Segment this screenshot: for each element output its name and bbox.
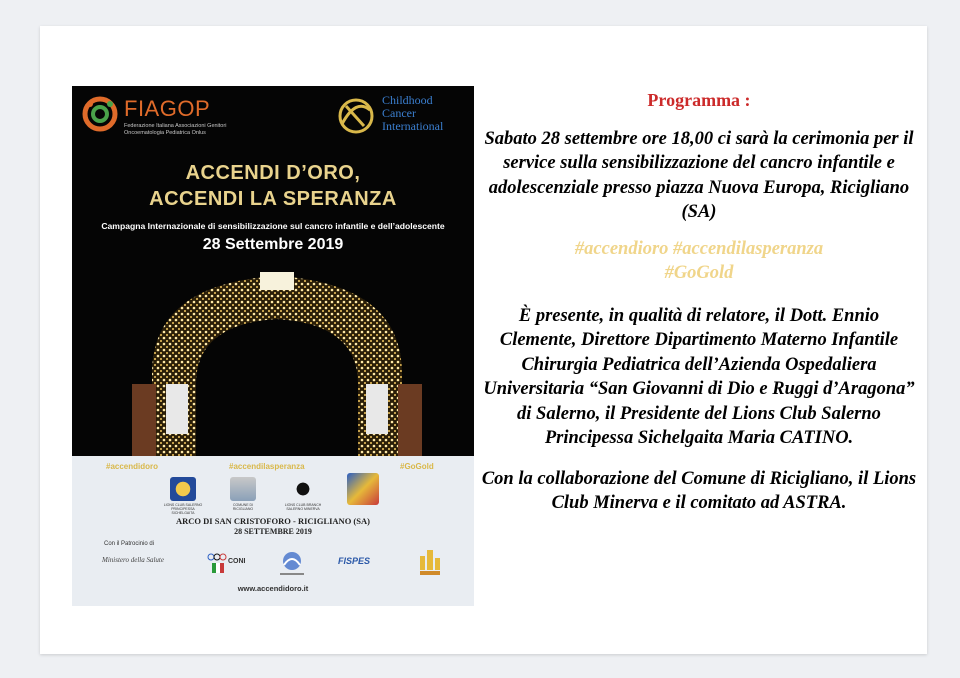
fiagop-subtitle: Federazione Italiana Associazioni Genitori Oncoematologia Pediatrica Onlus <box>124 123 227 136</box>
poster-date: 28 Settembre 2019 <box>202 236 344 253</box>
lions-club-logo-icon <box>170 477 196 501</box>
fiagop-logo-icon <box>82 96 118 132</box>
post-card <box>40 26 927 654</box>
poster-location-date: 28 SETTEMBRE 2019 <box>234 527 312 536</box>
poster-tag-accendidoro: #accendidoro <box>106 462 159 471</box>
lions-club-caption: LIONS CLUB SALERNO PRINCIPESSA SICHELGAITA <box>163 503 203 515</box>
minerva-caption: LIONS CLUB BRANCH SALERNO MINERVA <box>284 503 322 511</box>
fispes-logo: FISPES <box>338 556 371 566</box>
minerva-logo-icon <box>290 477 316 501</box>
cci-name-line1: Childhood <box>382 93 433 107</box>
poster-location: ARCO DI SAN CRISTOFORO - RICIGLIANO (SA) <box>176 516 370 526</box>
event-poster <box>72 86 474 606</box>
cci-name-line2: Cancer <box>382 106 416 120</box>
fiagop-name: FIAGOP <box>124 96 211 121</box>
hashtags <box>480 237 918 286</box>
hashtags-line2[interactable]: #GoGold <box>664 263 734 283</box>
poster-title-line2: ACCENDI LA SPERANZA <box>149 188 397 210</box>
programma-heading: Programma : <box>647 90 751 110</box>
poster-title <box>72 160 474 212</box>
comune-crest-icon <box>230 477 256 501</box>
lit-arch-image <box>132 264 422 456</box>
patrocinio-label: Con il Patrocinio di <box>104 541 155 547</box>
poster-top <box>72 86 474 456</box>
hashtags-line1[interactable]: #accendioro #accendilasperanza <box>574 238 824 259</box>
anci-logo-icon <box>418 546 442 576</box>
paralympic-logo-icon <box>272 549 312 579</box>
artwork-logo-icon <box>347 473 379 505</box>
program-paragraph-collaboration: Con la collaborazione del Comune di Ricigliano, il Lions Club Minerva e il comitato ad ASTRA. <box>481 468 917 513</box>
poster-tag-accendilasperanza: #accendilasperanza <box>229 462 305 471</box>
cci-logo-icon <box>334 96 378 136</box>
program-text <box>480 88 918 516</box>
comune-caption: COMUNE DI RICIGLIANO <box>232 503 254 511</box>
cci-name <box>382 94 443 133</box>
poster-tag-gogold: #GoGold <box>400 462 434 471</box>
program-paragraph-schedule: Sabato 28 settembre ore 18,00 ci sarà la cerimonia per il service sulla sensibilizzazione del cancro infantile e adolescenziale presso piazza Nuova Europa, Ricigliano (SA) <box>484 128 914 222</box>
cci-name-line3: International <box>382 119 444 133</box>
coni-label: CONI <box>228 558 246 565</box>
ministero-salute-logo: Ministero della Salute <box>102 556 164 564</box>
program-paragraph-speakers: È presente, in qualità di relatore, il Dott. Ennio Clemente, Direttore Dipartimento Materno Infantile Chirurgia Pediatrica dell’Azienda Ospedaliera Universitaria “San Giovanni di Dio e Ruggi d’Aragona” di Salerno, il Presidente del Lions Club Salerno Principessa Sichelgaita Maria CATINO. <box>483 305 915 448</box>
poster-title-line1: ACCENDI D’ORO, <box>185 162 361 184</box>
poster-website: www.accendidoro.it <box>237 584 309 593</box>
poster-sponsors <box>72 456 474 606</box>
poster-campaign: Campagna Internazionale di sensibilizzazione sul cancro infantile e dell’adolescente <box>101 221 445 231</box>
